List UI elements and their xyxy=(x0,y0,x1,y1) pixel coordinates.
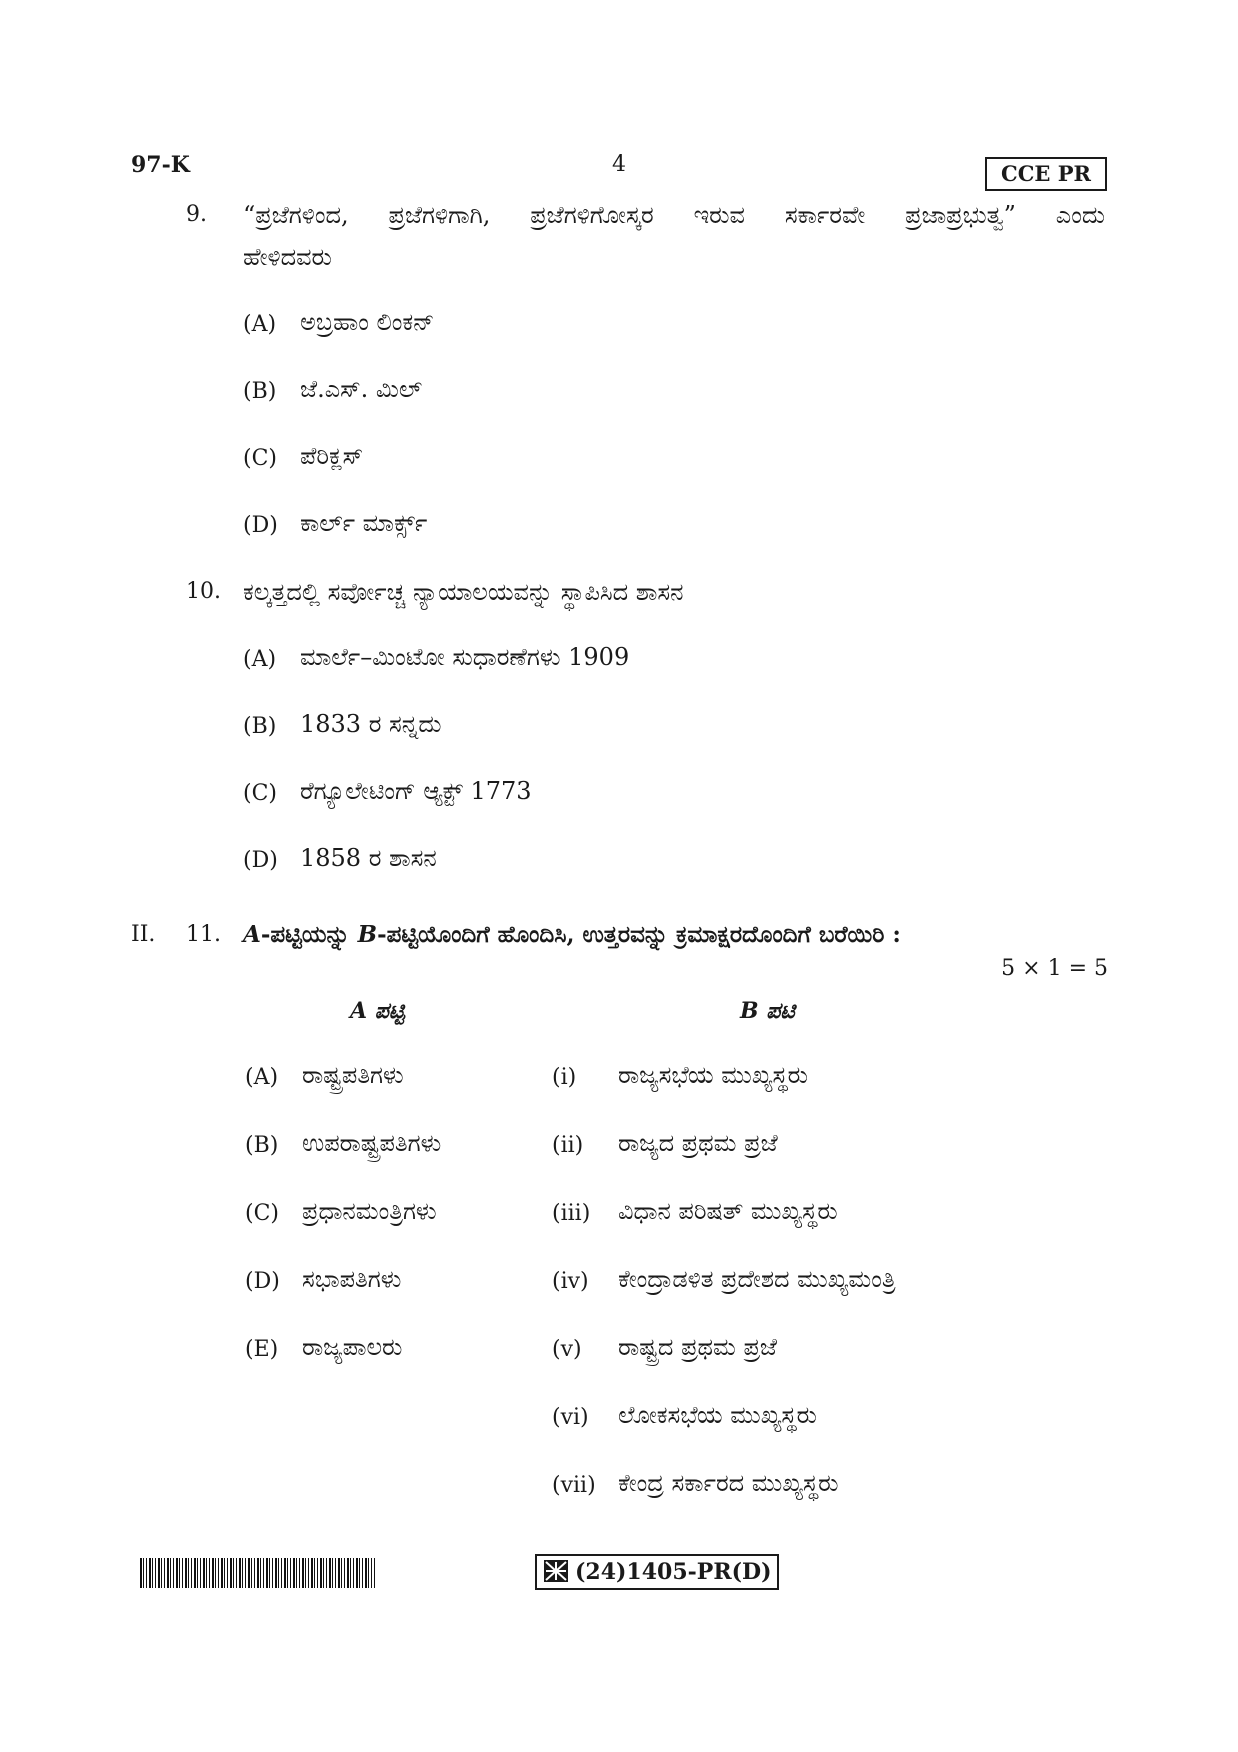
list-b-item-ii-text: ರಾಜ್ಯದ ಪ್ರಥಮ ಪ್ರಜೆ xyxy=(618,1129,778,1157)
q10-option-b-label: (B) xyxy=(243,714,277,739)
list-a-item-d-label: (D) xyxy=(245,1269,280,1294)
footer-code-box xyxy=(535,1554,779,1590)
list-b-item-iii-label: (iii) xyxy=(552,1201,591,1226)
list-b-item-v-label: (v) xyxy=(552,1337,582,1362)
list-a-item-b-label: (B) xyxy=(245,1133,279,1158)
list-a-item-b-text: ಉಪರಾಷ್ಟ್ರಪತಿಗಳು xyxy=(302,1129,442,1157)
instruction-list-a: A xyxy=(243,921,261,948)
paper-code: 97-K xyxy=(131,152,190,178)
q10-option-b-text: 1833 ರ ಸನ್ನದು xyxy=(300,710,442,738)
q9-option-c-text: ಪೆರಿಕ್ಲಸ್ xyxy=(300,442,364,470)
list-b-item-i-text: ರಾಜ್ಯಸಭೆಯ ಮುಖ್ಯಸ್ಥರು xyxy=(618,1061,809,1089)
question-10-number: 10. xyxy=(186,579,221,604)
barcode xyxy=(140,1558,375,1588)
footer-code: (24)1405-PR(D) xyxy=(575,1559,772,1585)
q10-option-a-label: (A) xyxy=(243,647,277,672)
q10-option-a-text: ಮಾರ್ಲೆ–ಮಿಂಟೋ ಸುಧಾರಣೆಗಳು 1909 xyxy=(300,643,630,671)
paper-type-box: CCE PR xyxy=(985,157,1107,191)
list-a-item-a-text: ರಾಷ್ಟ್ರಪತಿಗಳು xyxy=(302,1061,404,1089)
q9-option-d-text: ಕಾರ್ಲ್ ಮಾರ್ಕ್ಸ್ xyxy=(300,509,428,537)
list-a-item-e-label: (E) xyxy=(245,1337,279,1362)
question-10-text: ಕಲ್ಕತ್ತದಲ್ಲಿ ಸರ್ವೋಚ್ಚ ನ್ಯಾಯಾಲಯವನ್ನು ಸ್ಥಾಪಿಸಿದ ಶಾಸನ xyxy=(243,578,684,606)
q10-option-c-label: (C) xyxy=(243,781,277,806)
list-a-item-c-label: (C) xyxy=(245,1201,279,1226)
column-b-heading: B ಪಟಿ xyxy=(740,998,795,1024)
column-a-heading: A ಪಟ್ಟಿ xyxy=(350,998,405,1024)
list-b-item-iv-label: (iv) xyxy=(552,1269,589,1294)
question-11-number: 11. xyxy=(186,922,221,947)
q10-option-d-text: 1858 ರ ಶಾಸನ xyxy=(300,844,437,872)
list-b-item-ii-label: (ii) xyxy=(552,1133,584,1158)
question-11-instruction xyxy=(243,914,901,956)
question-9-number: 9. xyxy=(186,202,207,227)
list-b-item-iii-text: ವಿಧಾನ ಪರಿಷತ್ ಮುಖ್ಯಸ್ಥರು xyxy=(618,1197,838,1225)
crossed-box-icon xyxy=(543,1559,569,1583)
instruction-list-b: B xyxy=(357,921,378,948)
marks-allocation: 5 × 1 = 5 xyxy=(1001,956,1108,981)
list-a-item-a-label: (A) xyxy=(245,1065,279,1090)
page-number: 4 xyxy=(612,152,626,177)
q9-option-c-label: (C) xyxy=(243,446,277,471)
question-9-text-line1: “ಪ್ರಜೆಗಳಿಂದ, ಪ್ರಜೆಗಳಿಗಾಗಿ, ಪ್ರಜೆಗಳಿಗೋಸ್ಕರ ಇರುವ ಸರ್ಕಾರವೇ ಪ್ರಜಾಪ್ರಭುತ್ವ” ಎಂದು xyxy=(243,201,1105,229)
q10-option-c-text: ರೆಗ್ಯೂಲೇಟಿಂಗ್ ಆ್ಯಕ್ಟ್ 1773 xyxy=(300,777,532,805)
instruction-part-2: -ಪಟ್ಟಿಯೊಂದಿಗೆ ಹೊಂದಿಸಿ, ಉತ್ತರವನ್ನು ಕ್ರಮಾಕ್ಷರದೊಂದಿಗೆ ಬರೆಯಿರಿ : xyxy=(377,921,901,948)
list-b-item-vii-label: (vii) xyxy=(552,1473,596,1498)
q9-option-b-label: (B) xyxy=(243,379,277,404)
q10-option-d-label: (D) xyxy=(243,848,278,873)
q9-option-a-text: ಅಬ್ರಹಾಂ ಲಿಂಕನ್ xyxy=(300,308,435,336)
list-b-item-vii-text: ಕೇಂದ್ರ ಸರ್ಕಾರದ ಮುಖ್ಯಸ್ಥರು xyxy=(618,1469,839,1497)
q9-option-a-label: (A) xyxy=(243,312,277,337)
q9-option-b-text: ಜೆ.ಎಸ್. ಮಿಲ್ xyxy=(300,375,423,403)
section-2-roman: II. xyxy=(131,922,156,947)
list-b-item-v-text: ರಾಷ್ಟ್ರದ ಪ್ರಥಮ ಪ್ರಜೆ xyxy=(618,1333,777,1361)
question-9-text-line2: ಹೇಳಿದವರು xyxy=(243,243,332,271)
list-b-item-iv-text: ಕೇಂದ್ರಾಡಳಿತ ಪ್ರದೇಶದ ಮುಖ್ಯಮಂತ್ರಿ xyxy=(618,1265,896,1293)
list-b-item-vi-label: (vi) xyxy=(552,1405,589,1430)
list-b-item-i-label: (i) xyxy=(552,1065,577,1090)
list-b-item-vi-text: ಲೋಕಸಭೆಯ ಮುಖ್ಯಸ್ಥರು xyxy=(618,1401,817,1429)
list-a-item-c-text: ಪ್ರಧಾನಮಂತ್ರಿಗಳು xyxy=(302,1197,437,1225)
instruction-part-1: -ಪಟ್ಟಿಯನ್ನು xyxy=(260,921,358,948)
q9-option-d-label: (D) xyxy=(243,513,278,538)
list-a-item-e-text: ರಾಜ್ಯಪಾಲರು xyxy=(302,1333,403,1361)
list-a-item-d-text: ಸಭಾಪತಿಗಳು xyxy=(302,1265,402,1293)
